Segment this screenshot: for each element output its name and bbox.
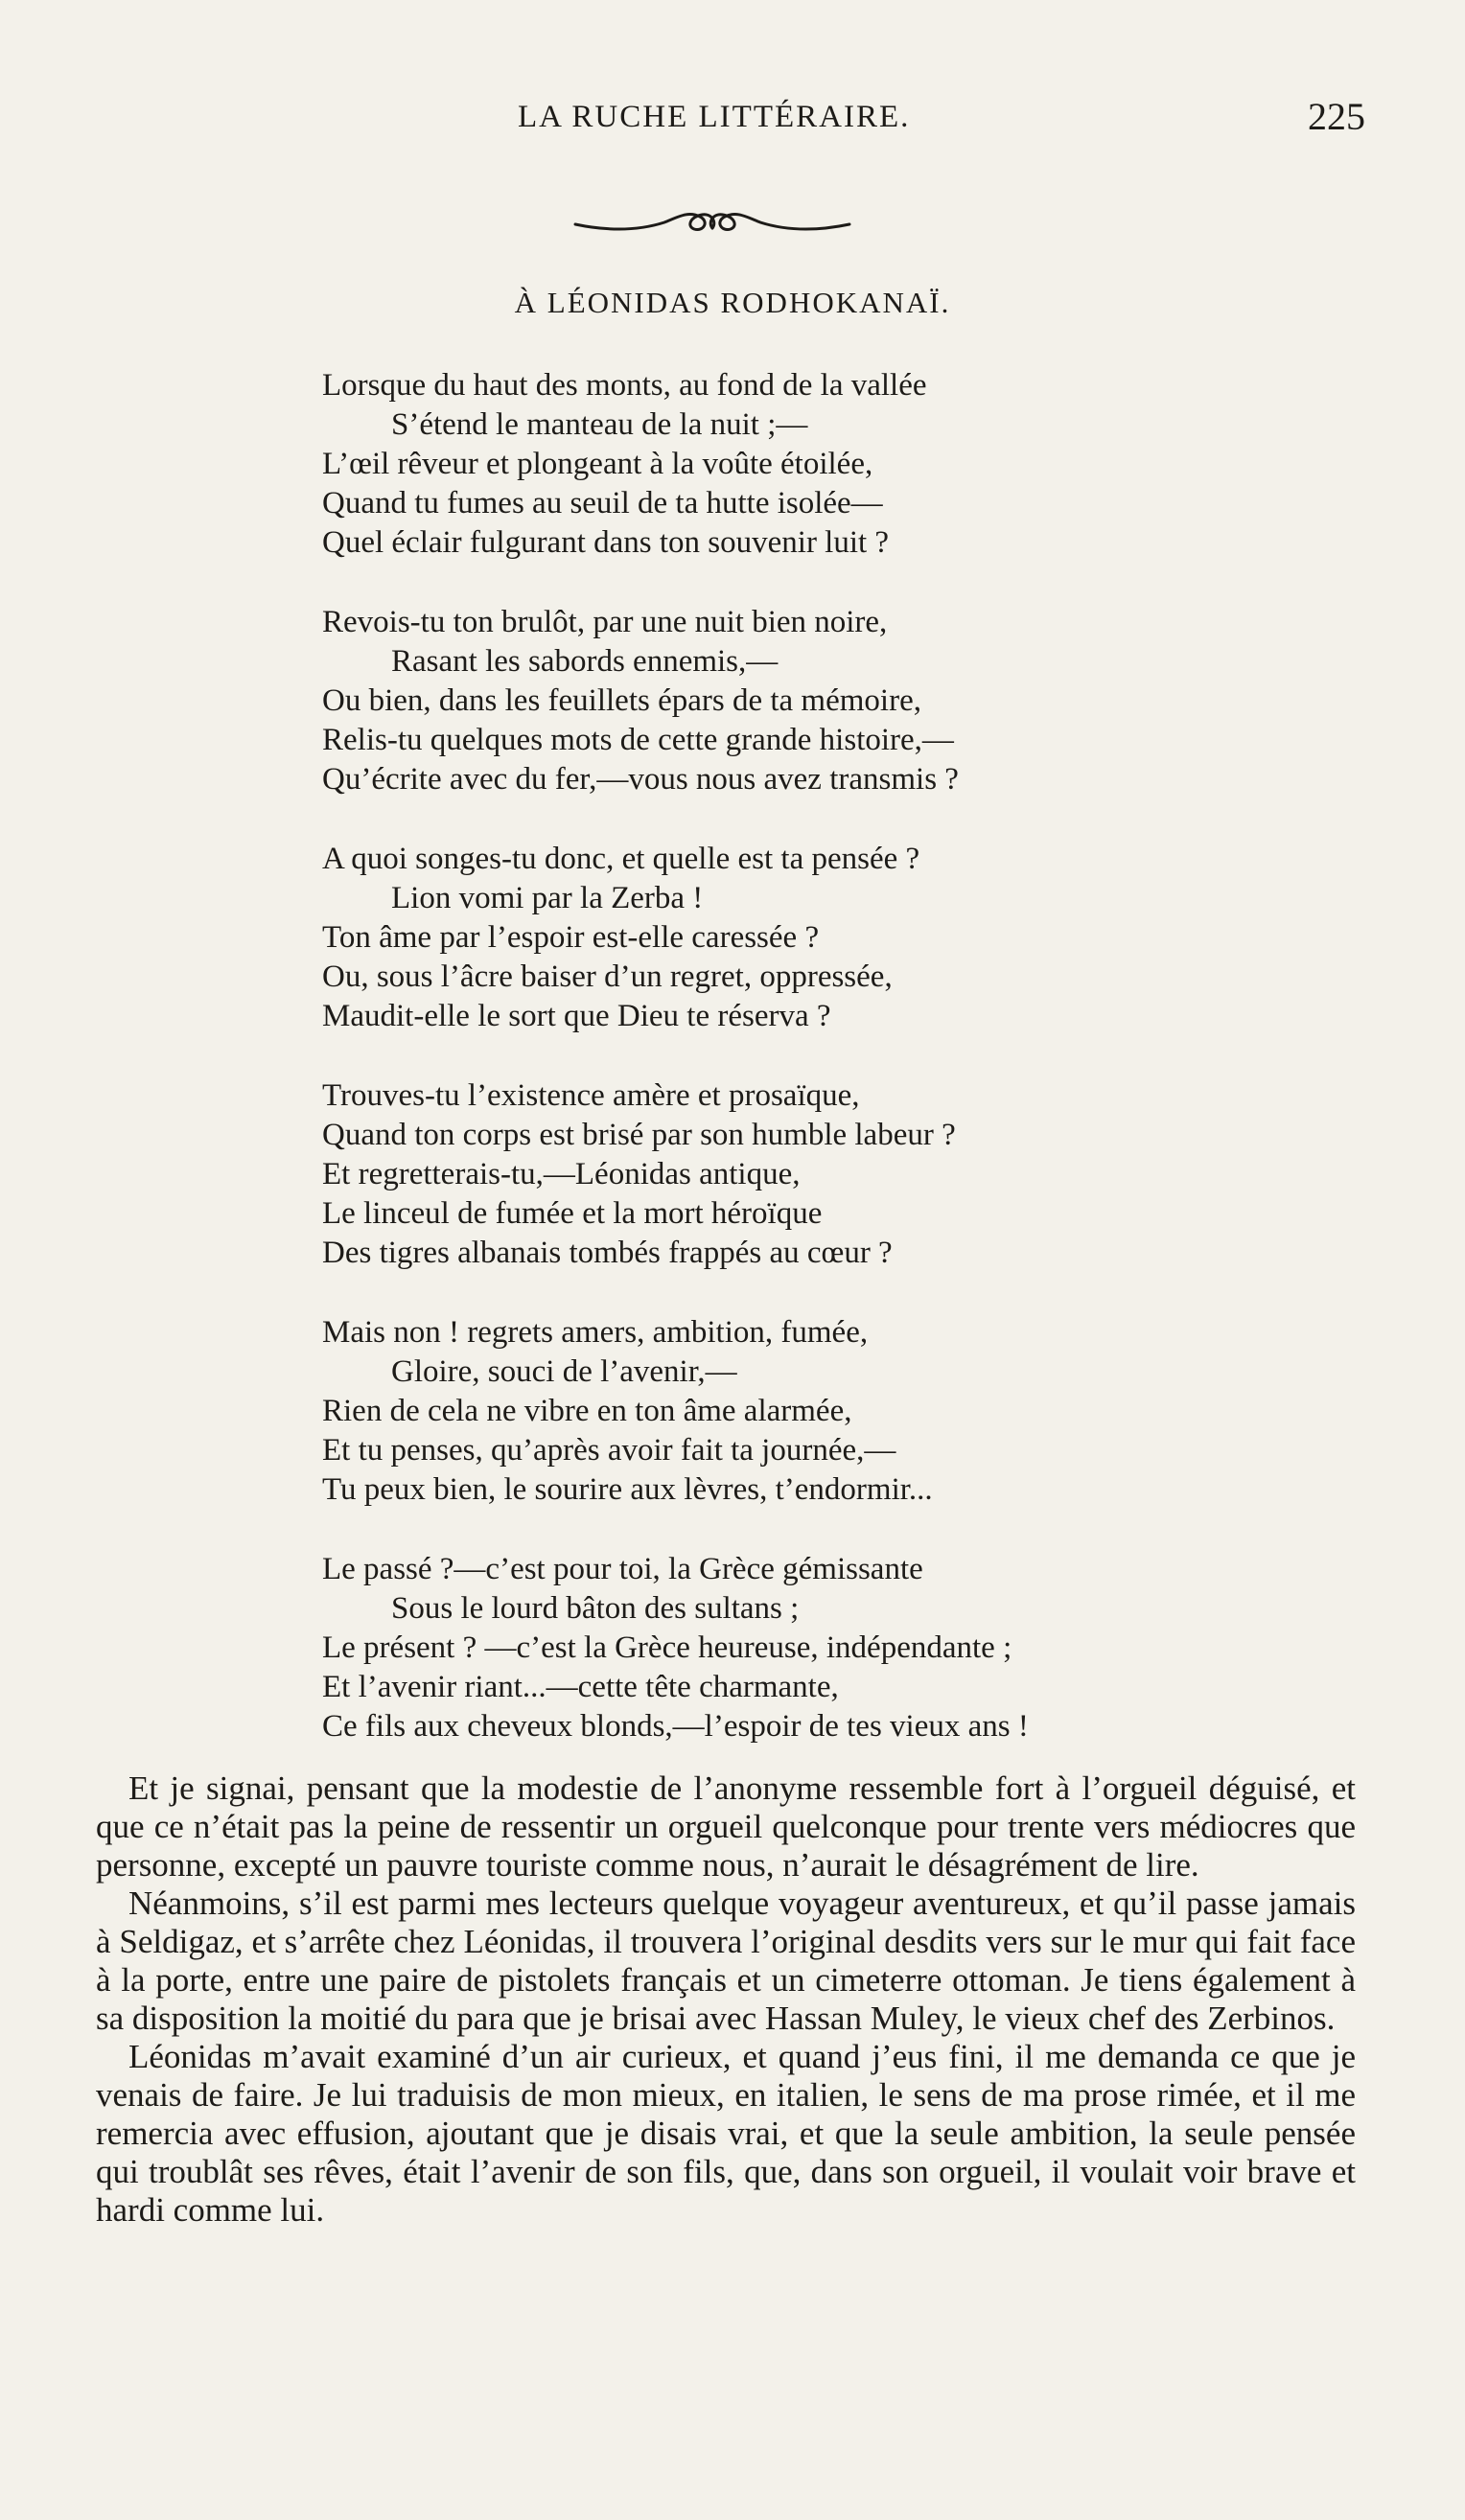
verse-line: Ou, sous l’âcre baiser d’un regret, oppressée,	[322, 959, 893, 994]
stanza-6	[0, 1550, 1465, 1746]
verse-line: Et regretterais-tu,—Léonidas antique,	[322, 1157, 801, 1191]
stanza-1	[0, 366, 1465, 563]
verse-line: Ou bien, dans les feuillets épars de ta mémoire,	[322, 683, 921, 718]
verse-line: Quel éclair fulgurant dans ton souvenir luit ?	[322, 525, 890, 560]
prose-paragraph	[96, 2038, 1356, 2230]
verse-line: S’étend le manteau de la nuit ;—	[391, 407, 808, 442]
verse-line: Tu peux bien, le sourire aux lèvres, t’endormir...	[322, 1472, 933, 1507]
verse-line: Maudit-elle le sort que Dieu te réserva ?	[322, 999, 831, 1033]
verse-line: L’œil rêveur et plongeant à la voûte étoilée,	[322, 447, 873, 481]
verse-line: Ce fils aux cheveux blonds,—l’espoir de tes vieux ans !	[322, 1709, 1029, 1744]
verse-line: Et l’avenir riant...—cette tête charmante,	[322, 1670, 839, 1704]
verse-line: A quoi songes-tu donc, et quelle est ta pensée ?	[322, 842, 920, 876]
ornament-divider-icon	[573, 203, 851, 242]
running-head	[0, 95, 1465, 148]
verse-line: Ton âme par l’espoir est-elle caressée ?	[322, 920, 820, 955]
verse-line: Quand tu fumes au seuil de ta hutte isolée—	[322, 486, 883, 520]
prose-text	[96, 1769, 1356, 2230]
verse-line: Relis-tu quelques mots de cette grande histoire,—	[322, 723, 954, 757]
verse-line: Rasant les sabords ennemis,—	[391, 644, 779, 679]
verse-line: Le présent ? —c’est la Grèce heureuse, indépendante ;	[322, 1630, 1012, 1665]
poem	[0, 366, 1465, 1787]
verse-line: Rien de cela ne vibre en ton âme alarmée,	[322, 1394, 852, 1428]
running-title: LA RUCHE LITTÉRAIRE.	[518, 100, 911, 134]
verse-line: Revois-tu ton brulôt, par une nuit bien noire,	[322, 605, 888, 639]
verse-line: Mais non ! regrets amers, ambition, fumée,	[322, 1315, 869, 1350]
prose-paragraph-text: Léonidas m’avait examiné d’un air curieux, et quand j’eus fini, il me demanda ce que je venais de faire. Je lui traduisis de mon mieux, en italien, le sens de ma prose rimée, et il me remercia avec effusion, ajoutant que je disais vrai, et que la seule ambition, la seule pensée qui troublât ses rêves, était l’avenir de son fils, que, dans son orgueil, il voulait voir brave et hardi comme lui.	[96, 2038, 1356, 2229]
stanza-3	[0, 840, 1465, 1036]
verse-line: Quand ton corps est brisé par son humble labeur ?	[322, 1118, 956, 1152]
verse-line: Des tigres albanais tombés frappés au cœur ?	[322, 1236, 893, 1270]
verse-line: Trouves-tu l’existence amère et prosaïque,	[322, 1078, 860, 1113]
verse-line: Le linceul de fumée et la mort héroïque	[322, 1196, 823, 1231]
verse-line: Lion vomi par la Zerba !	[391, 881, 704, 915]
page-number: 225	[1308, 95, 1365, 138]
prose-paragraph	[96, 1884, 1356, 2038]
verse-line: Gloire, souci de l’avenir,—	[391, 1354, 737, 1389]
stanza-4	[0, 1076, 1465, 1273]
verse-line: Et tu penses, qu’après avoir fait ta journée,—	[322, 1433, 896, 1468]
verse-line: Lorsque du haut des monts, au fond de la vallée	[322, 368, 927, 403]
stanza-5	[0, 1313, 1465, 1510]
stanza-2	[0, 603, 1465, 799]
verse-line: Sous le lourd bâton des sultans ;	[391, 1591, 800, 1626]
poem-title: À LÉONIDAS RODHOKANAÏ.	[514, 286, 951, 319]
prose-paragraph-text: Néanmoins, s’il est parmi mes lecteurs quelque voyageur aventureux, et qu’il passe jamais à Seldigaz, et s’arrête chez Léonidas, il trouvera l’original desdits vers sur le mur qui fait face à la porte, entre une paire de pistolets français et un cimeterre ottoman. Je tiens également à sa disposition la moitié du para que je brisai avec Hassan Muley, le vieux chef des Zerbinos.	[96, 1884, 1356, 2037]
verse-line: Le passé ?—c’est pour toi, la Grèce gémissante	[322, 1552, 923, 1586]
verse-line: Qu’écrite avec du fer,—vous nous avez transmis ?	[322, 762, 959, 797]
prose-paragraph	[96, 1769, 1356, 1884]
prose-paragraph-text: Et je signai, pensant que la modestie de l’anonyme ressemble fort à l’orgueil déguisé, et que ce n’était pas la peine de ressentir un orgueil quelconque pour trente vers médiocres que personne, excepté un pauvre touriste comme nous, n’aurait le désagrément de lire.	[96, 1769, 1356, 1884]
